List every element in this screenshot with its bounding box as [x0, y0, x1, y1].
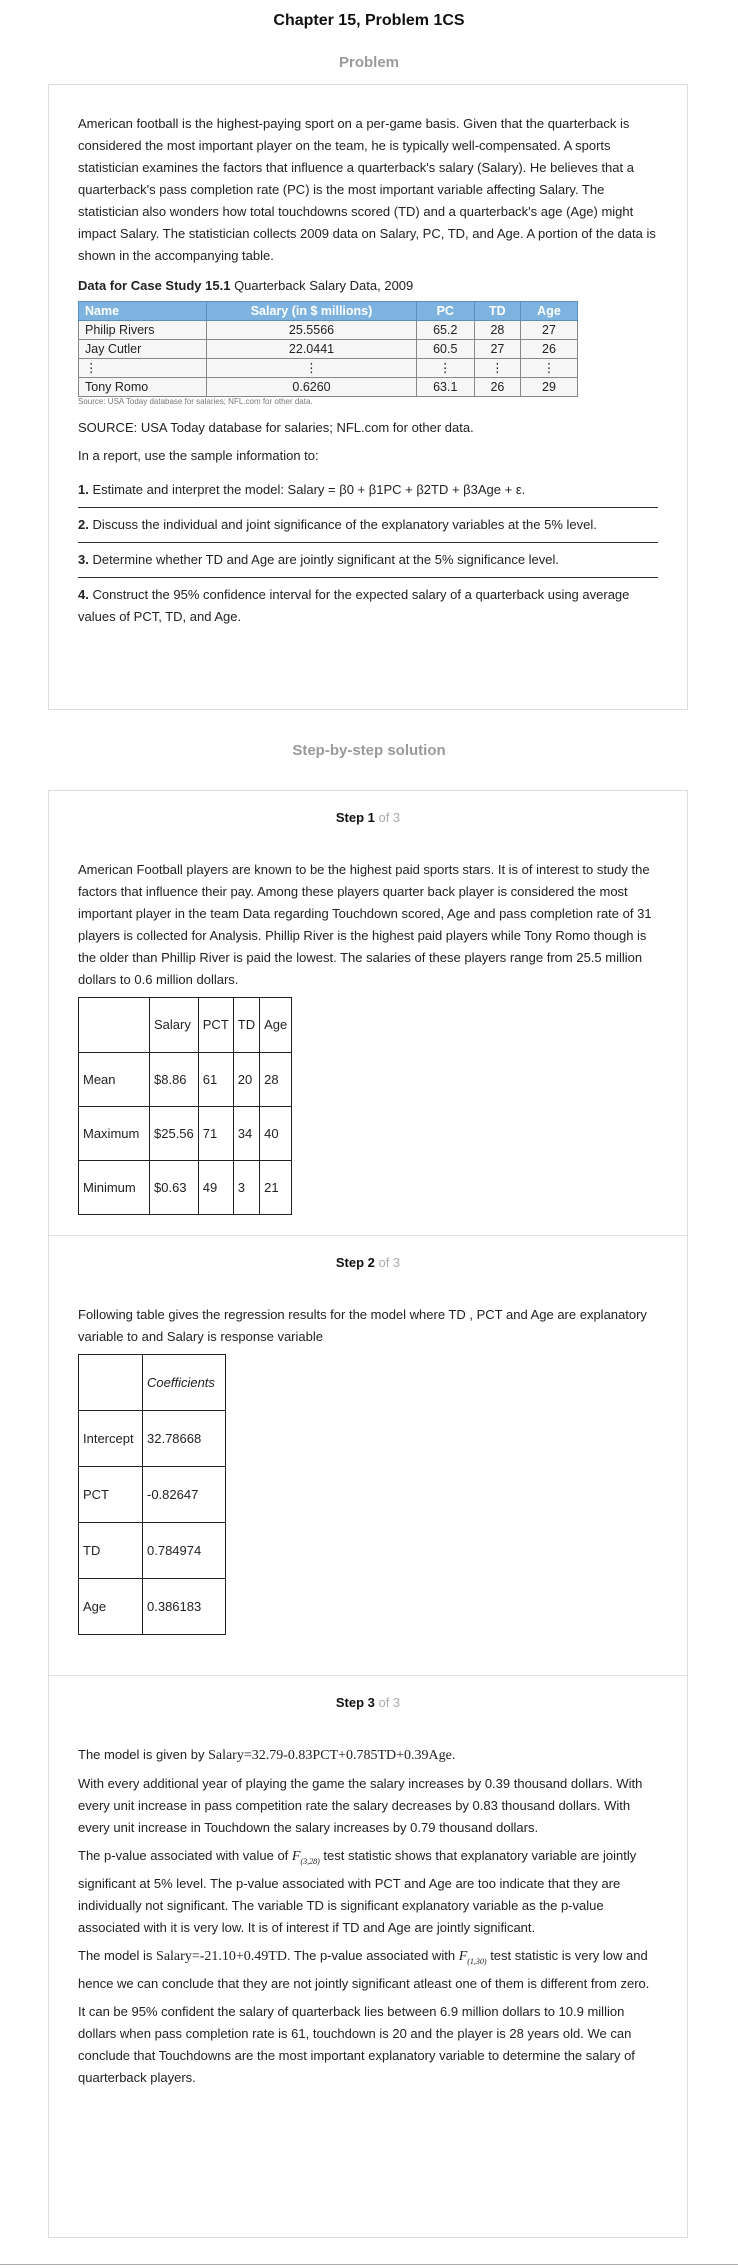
table-cell: TD [79, 1523, 143, 1579]
confidence-interval-paragraph: It can be 95% confident the salary of quarterback lies between 6.9 million dollars to 10.9 million dollars when pass completion rate is 61, touchdown is 20 and the player is 28 years old. We can conclude that Touchdowns are the most important explanatory variable to determine the salary of quarterback players. [78, 2003, 635, 2085]
problem-paragraph: American football is the highest-paying sport on a per-game basis. Given that the quarterback is considered the most important player on the team, he is typically well-compensated. A sports statistician examines the factors that influence a quarterback's salary (Salary). He believes that a quarterback's pass completion rate (PC) is the most important variable affecting Salary. The statistician also wonders how total touchdowns scored (TD) and a quarterback's age (Age) might impact Salary. The statistician collects 2009 data on Salary, PC, TD, and Age. A portion of the data is shown in the accompanying table. [78, 116, 656, 263]
table-cell: Philip Rivers [79, 321, 207, 340]
table-cell: 0.784974 [143, 1523, 226, 1579]
f-subscript: (3,28) [300, 1856, 320, 1866]
table-row [79, 378, 578, 397]
image-source-note: Source: USA Today database for salaries; NFL.com for other data. [78, 397, 313, 406]
table-cell: $25.56 [150, 1107, 199, 1161]
f-letter: F [458, 1948, 468, 1964]
table-row [79, 321, 578, 340]
question-1 [78, 473, 658, 508]
table-row [79, 1053, 292, 1107]
data-label-rest: Quarterback Salary Data, 2009 [230, 278, 414, 293]
table-cell: Mean [79, 1053, 150, 1107]
page-title: Chapter 15, Problem 1CS [273, 12, 465, 29]
p3-mid: . The p-value associated with [286, 1947, 459, 1963]
table-header-row [79, 1355, 226, 1411]
data-label [78, 275, 658, 297]
table-row [79, 1411, 226, 1467]
table-cell: 61 [198, 1053, 233, 1107]
table-row [79, 1467, 226, 1523]
p2-suffix: test statistic shows that explanatory variable are jointly significant at 5% level. The p-value associated with PCT and Age are too indicate that they are individually not significant. The variable TD is significant explanatory variable as the p-value associated with it is very low. It is of interest if TD and Age are jointly significant. [78, 1848, 637, 1935]
f-statistic-2 [459, 1949, 487, 1964]
step-label: Step 3 [335, 1695, 375, 1710]
table-cell: PCT [198, 998, 233, 1053]
table-cell: PCT [79, 1467, 143, 1523]
step-3 [49, 1675, 687, 2089]
table-cell: 71 [198, 1107, 233, 1161]
table-cell: ⋮ [79, 359, 207, 378]
p3-suffix: test statistic is very low and hence we can conclude that they are not jointly significant atleast one of them is different from zero. [78, 1947, 650, 1991]
question-number: 4. [78, 587, 89, 602]
question-2 [78, 508, 658, 543]
table-cell: Intercept [79, 1411, 143, 1467]
solution-card [48, 790, 688, 2238]
coefficients-table [78, 1354, 226, 1635]
table-cell: 20 [233, 1053, 259, 1107]
table-cell: 26 [474, 378, 520, 397]
f-statistic-1 [292, 1849, 320, 1864]
model-line [78, 1744, 658, 1767]
table-row [79, 359, 578, 378]
table-cell: 0.386183 [143, 1579, 226, 1635]
question-text: Discuss the individual and joint significance of the explanatory variables at the 5% level. [88, 517, 597, 532]
significance-paragraph [78, 1845, 658, 1939]
table-row [79, 1523, 226, 1579]
table-cell: 0.6260 [207, 378, 416, 397]
table-cell [79, 998, 150, 1053]
table-cell: ⋮ [474, 359, 520, 378]
data-label-bold: Data for Case Study 15.1 [78, 278, 231, 293]
header-cell: PC [416, 302, 474, 321]
table-cell: 22.0441 [207, 340, 416, 359]
question-text: Construct the 95% confidence interval for the expected salary of a quarterback using average values of PCT, TD, and Age. [78, 587, 630, 624]
problem-card [48, 84, 688, 710]
model-prefix: The model is given by [78, 1747, 209, 1762]
table-cell: 27 [474, 340, 520, 359]
report-intro: In a report, use the sample information to: [78, 448, 319, 463]
table-cell [79, 1355, 143, 1411]
model-suffix: . [451, 1747, 456, 1762]
table-cell: Tony Romo [79, 378, 207, 397]
step-2-title [49, 1236, 687, 1304]
step-1 [49, 791, 687, 1215]
table-cell: ⋮ [416, 359, 474, 378]
restricted-model-paragraph [78, 1945, 658, 1995]
header-cell: Salary (in $ millions) [207, 302, 416, 321]
table-cell: 28 [474, 321, 520, 340]
table-row [79, 1107, 292, 1161]
table-header-row [79, 998, 292, 1053]
step-count: of 3 [374, 1255, 401, 1270]
f-subscript: (1,30) [467, 1956, 487, 1966]
step-3-title [49, 1676, 687, 1744]
step-2-paragraph: Following table gives the regression results for the model where TD , PCT and Age are explanatory variable to and Salary is response variable [78, 1307, 647, 1344]
solution-heading: Step-by-step solution [292, 742, 446, 759]
summary-stats-table [78, 997, 292, 1215]
question-number: 1. [78, 482, 89, 497]
table-cell: Maximum [79, 1107, 150, 1161]
table-row [79, 1161, 292, 1215]
problem-heading: Problem [338, 54, 399, 71]
table-cell: Salary [150, 998, 199, 1053]
p3-prefix: The model is [78, 1947, 157, 1963]
model-equation: Salary=32.79-0.83PCT+0.785TD+0.39Age [208, 1748, 452, 1763]
table-cell: $8.86 [150, 1053, 199, 1107]
table-cell: Age [260, 998, 292, 1053]
table-cell: ⋮ [520, 359, 577, 378]
question-text: Determine whether TD and Age are jointly significant at the 5% significance level. [88, 552, 560, 567]
table-row [79, 340, 578, 359]
step-label: Step 1 [335, 810, 375, 825]
header-cell: Name [79, 302, 207, 321]
step-1-paragraph: American Football players are known to be the highest paid sports stars. It is of interest to study the factors that influence their pay. Among these players quarter back player is considered the most important player in the team Data regarding Touchdown scored, Age and pass completion rate of 31 players is collected for Analysis. Phillip River is the highest paid players while Tony Romo though is the older than Phillip River is paid the lowest. The salaries of these players range from 25.5 million dollars to 0.6 million dollars. [78, 862, 652, 987]
table-cell: 29 [520, 378, 577, 397]
table-cell: Jay Cutler [79, 340, 207, 359]
table-cell: ⋮ [207, 359, 416, 378]
table-cell: 26 [520, 340, 577, 359]
step-count: of 3 [374, 1695, 401, 1710]
table-cell: 21 [260, 1161, 292, 1215]
table-cell: 32.78668 [143, 1411, 226, 1467]
question-3 [78, 543, 658, 578]
step-label: Step 2 [335, 1255, 375, 1270]
table-cell: $0.63 [150, 1161, 199, 1215]
table-cell: 27 [520, 321, 577, 340]
p2-prefix: The p-value associated with value of [78, 1848, 292, 1863]
step-2 [49, 1235, 687, 1635]
header-cell: TD [474, 302, 520, 321]
header-cell: Age [520, 302, 577, 321]
salary-data-header-row [79, 302, 578, 321]
table-cell: 63.1 [416, 378, 474, 397]
step-count: of 3 [374, 810, 401, 825]
table-cell: 60.5 [416, 340, 474, 359]
table-cell: 25.5566 [207, 321, 416, 340]
table-cell: -0.82647 [143, 1467, 226, 1523]
table-cell: 34 [233, 1107, 259, 1161]
f-letter: F [291, 1849, 301, 1864]
table-cell: 28 [260, 1053, 292, 1107]
table-cell: Coefficients [143, 1355, 226, 1411]
table-cell: Age [79, 1579, 143, 1635]
table-cell: 49 [198, 1161, 233, 1215]
table-cell: Minimum [79, 1161, 150, 1215]
step-1-title [49, 791, 687, 859]
interpretation-paragraph: With every additional year of playing the game the salary increases by 0.39 thousand dollars. With every unit increase in pass competition rate the salary decreases by 0.83 thousand dollars. With every unit increase in Touchdown the salary increases by 0.79 thousand dollars. [78, 1776, 643, 1835]
source-line: SOURCE: USA Today database for salaries; NFL.com for other data. [78, 420, 474, 435]
table-cell: 65.2 [416, 321, 474, 340]
question-number: 3. [78, 552, 89, 567]
table-cell: 3 [233, 1161, 259, 1215]
table-row [79, 1579, 226, 1635]
table-cell: 40 [260, 1107, 292, 1161]
salary-data-table-image [78, 301, 578, 407]
table-cell: TD [233, 998, 259, 1053]
question-number: 2. [78, 517, 89, 532]
restricted-model-equation: Salary=-21.10+0.49TD [156, 1948, 287, 1964]
question-4 [78, 578, 658, 634]
salary-data-table [78, 301, 578, 397]
bottom-divider [0, 2264, 738, 2265]
question-text: Estimate and interpret the model: Salary = β0 + β1PC + β2TD + β3Age + ε. [88, 482, 526, 497]
